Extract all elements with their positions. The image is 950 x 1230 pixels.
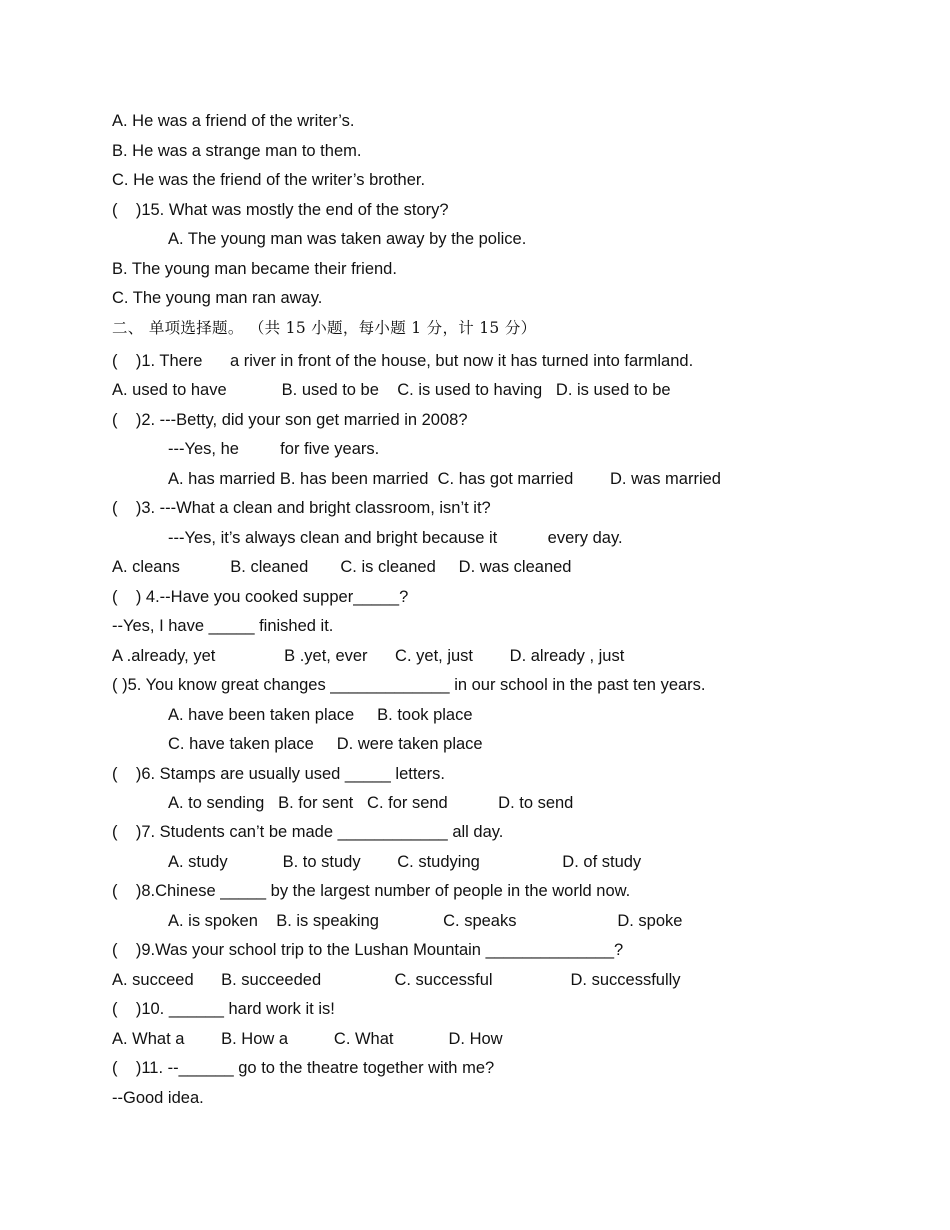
q2-stem: ( )2. ---Betty, did your son get married in 2008?: [112, 411, 468, 429]
q7-stem: ( )7. Students can’t be made ____________ all day.: [112, 823, 504, 841]
q15-option-b: B. The young man became their friend.: [112, 260, 397, 278]
q8-stem: ( )8.Chinese _____ by the largest number of people in the world now.: [112, 882, 631, 900]
q5-options-row1: A. have been taken place B. took place: [168, 706, 473, 724]
q2-reply: ---Yes, he for five years.: [168, 440, 380, 458]
q5-stem: ( )5. You know great changes _____________ in our school in the past ten years.: [112, 676, 706, 694]
q4-stem: ( ) 4.--Have you cooked supper_____?: [112, 588, 409, 606]
q9-stem: ( )9.Was your school trip to the Lushan Mountain ______________?: [112, 941, 624, 959]
q14-option-a: A. He was a friend of the writer’s.: [112, 112, 355, 130]
q14-option-b: B. He was a strange man to them.: [112, 142, 362, 160]
q9-options: A. succeed B. succeeded C. successful D. successfully: [112, 971, 681, 989]
section-2-title: 二、 单项选择题。 （共 15 小题，每小题 1 分，计 15 分）: [112, 319, 537, 337]
q11-stem: ( )11. --______ go to the theatre together with me?: [112, 1059, 495, 1077]
q3-reply: ---Yes, it’s always clean and bright because it every day.: [168, 529, 623, 547]
q10-options: A. What a B. How a C. What D. How: [112, 1030, 503, 1048]
q6-options: A. to sending B. for sent C. for send D. to send: [168, 794, 574, 812]
q1-stem: ( )1. There a river in front of the house, but now it has turned into farmland.: [112, 352, 694, 370]
q7-options: A. study B. to study C. studying D. of study: [168, 853, 642, 871]
q5-options-row2: C. have taken place D. were taken place: [168, 735, 483, 753]
q8-options: A. is spoken B. is speaking C. speaks D. spoke: [168, 912, 683, 930]
q15-option-c: C. The young man ran away.: [112, 289, 323, 307]
q4-options: A .already, yet B .yet, ever C. yet, just D. already , just: [112, 647, 625, 665]
q3-stem: ( )3. ---What a clean and bright classroom, isn’t it?: [112, 499, 491, 517]
q11-reply: --Good idea.: [112, 1089, 204, 1107]
q6-stem: ( )6. Stamps are usually used _____ letters.: [112, 765, 445, 783]
q4-reply: --Yes, I have _____ finished it.: [112, 617, 334, 635]
q14-option-c: C. He was the friend of the writer’s brother.: [112, 171, 426, 189]
q10-stem: ( )10. ______ hard work it is!: [112, 1000, 335, 1018]
q3-options: A. cleans B. cleaned C. is cleaned D. was cleaned: [112, 558, 572, 576]
q2-options: A. has married B. has been married C. has got married D. was married: [168, 470, 721, 488]
q15-stem: ( )15. What was mostly the end of the story?: [112, 201, 449, 219]
q1-options: A. used to have B. used to be C. is used to having D. is used to be: [112, 381, 671, 399]
q15-option-a: A. The young man was taken away by the police.: [168, 230, 527, 248]
